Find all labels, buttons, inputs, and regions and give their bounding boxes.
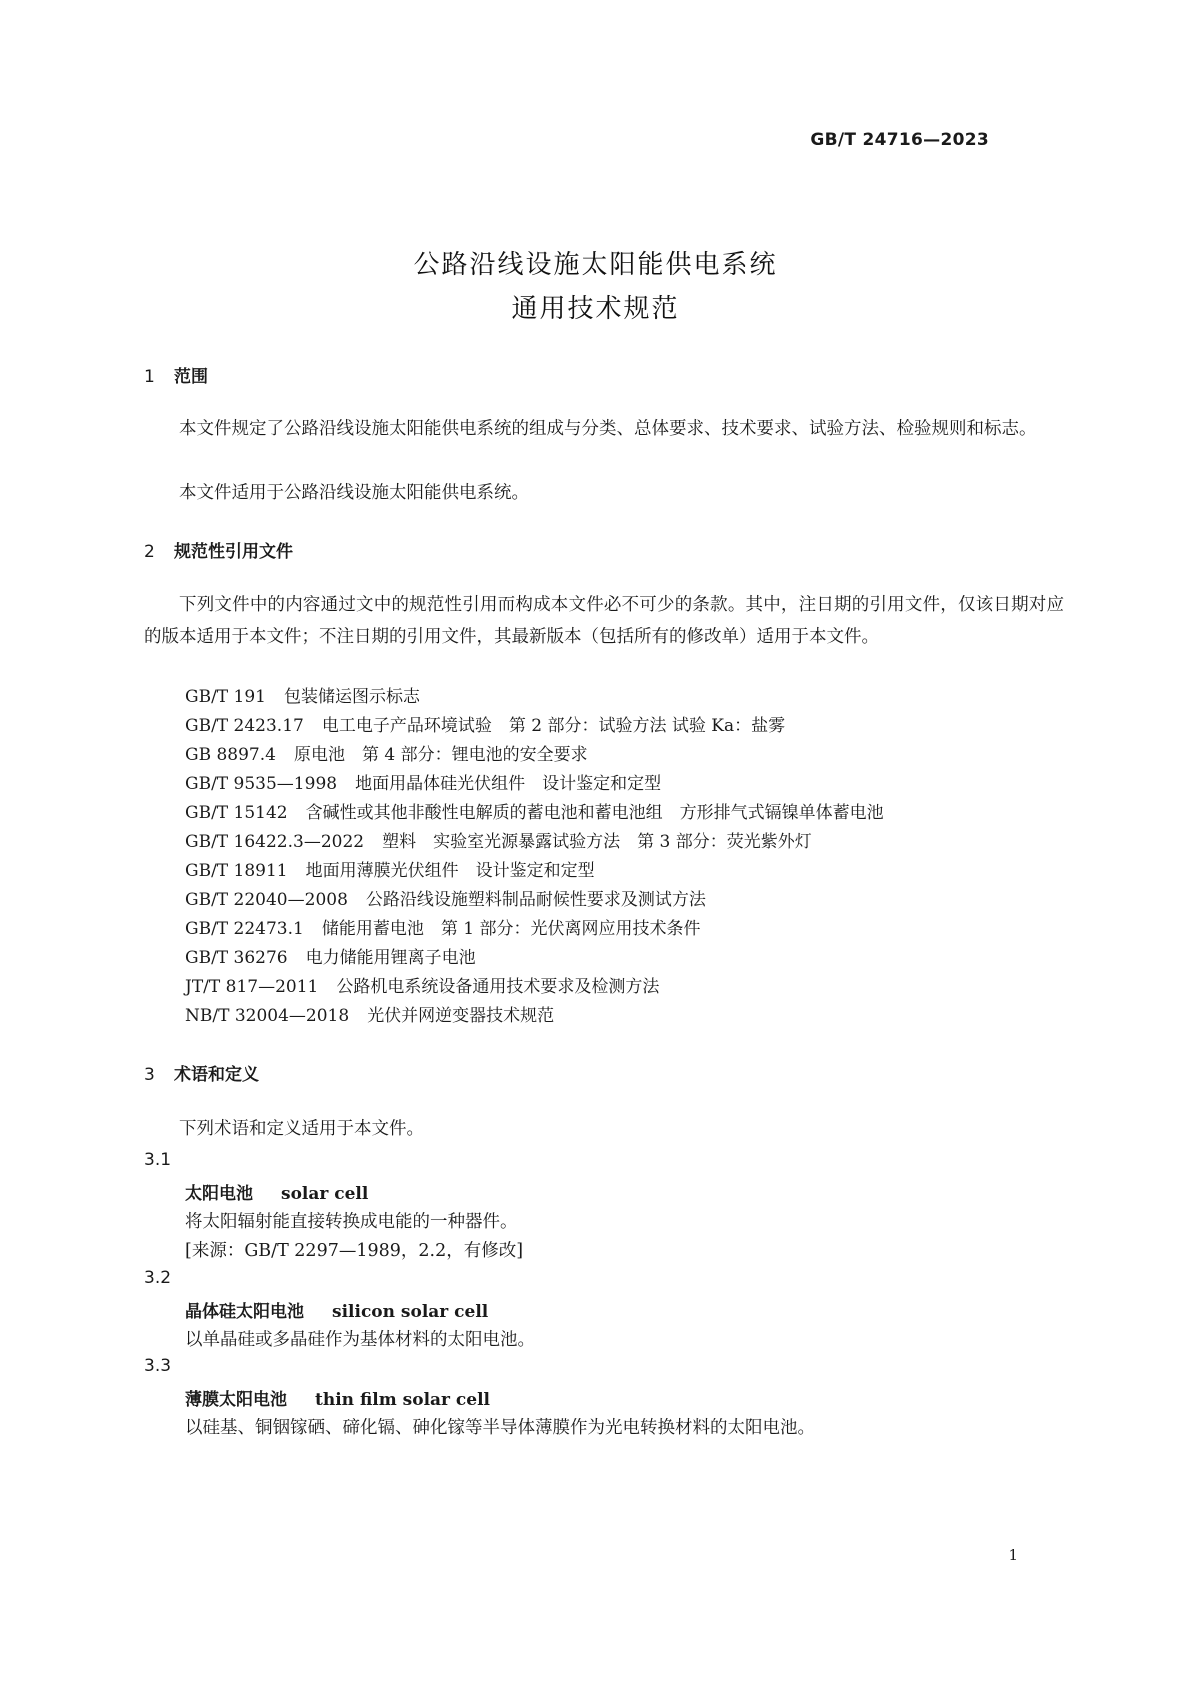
term-number: 3.2 xyxy=(144,1268,172,1288)
term-name-en: thin film solar cell xyxy=(315,1390,491,1410)
section-title: 范围 xyxy=(174,367,208,387)
reference-item xyxy=(185,914,700,939)
term-name-zh: 太阳电池 xyxy=(185,1184,253,1204)
reference-code: GB/T 16422.3—2022 xyxy=(185,832,365,852)
reference-code: GB/T 191 xyxy=(185,687,266,707)
reference-title: 电工电子产品环境试验 第 2 部分：试验方法 试验 Ka：盐雾 xyxy=(321,716,786,736)
reference-item xyxy=(185,856,595,881)
section-number: 3 xyxy=(144,1065,155,1085)
reference-item xyxy=(185,682,420,707)
reference-code: GB/T 22473.1 xyxy=(185,919,304,939)
reference-code: NB/T 32004—2018 xyxy=(185,1006,350,1026)
reference-title: 塑料 实验室光源暴露试验方法 第 3 部分：荧光紫外灯 xyxy=(382,832,812,852)
term-source: [来源：GB/T 2297—1989，2.2，有修改] xyxy=(185,1241,524,1261)
reference-item xyxy=(185,972,659,997)
document-title-line2: 通用技术规范 xyxy=(511,294,680,324)
section-3-heading xyxy=(144,1060,259,1085)
reference-item xyxy=(185,798,884,823)
reference-title: 光伏并网逆变器技术规范 xyxy=(367,1006,555,1026)
reference-item xyxy=(185,943,476,968)
reference-code: GB/T 15142 xyxy=(185,803,288,823)
term-name-zh: 薄膜太阳电池 xyxy=(185,1390,287,1410)
section-1-paragraph-1: 本文件规定了公路沿线设施太阳能供电系统的组成与分类、总体要求、技术要求、试验方法、检验规则和标志。 xyxy=(179,419,1037,439)
term-name-en: silicon solar cell xyxy=(332,1302,489,1322)
reference-item xyxy=(185,885,706,910)
reference-item xyxy=(185,769,661,794)
reference-code: GB 8897.4 xyxy=(185,745,276,765)
section-2-heading xyxy=(144,537,293,562)
reference-title: 地面用薄膜光伏组件 设计鉴定和定型 xyxy=(305,861,595,881)
reference-title: 储能用蓄电池 第 1 部分：光伏离网应用技术条件 xyxy=(321,919,701,939)
standard-code: GB/T 24716—2023 xyxy=(810,130,989,150)
term-name-zh: 晶体硅太阳电池 xyxy=(185,1302,304,1322)
section-number: 2 xyxy=(144,542,155,562)
reference-code: JT/T 817—2011 xyxy=(185,977,319,997)
section-2-intro: 下列文件中的内容通过文中的规范性引用而构成本文件必不可少的条款。其中，注日期的引用文件，仅该日期对应的版本适用于本文件；不注日期的引用文件，其最新版本（包括所有的修改单）适用于本文件。 xyxy=(144,595,1064,647)
reference-item xyxy=(185,740,588,765)
term-name xyxy=(185,1297,488,1322)
term-name-en: solar cell xyxy=(281,1184,369,1204)
reference-title: 含碱性或其他非酸性电解质的蓄电池和蓄电池组 方形排气式镉镍单体蓄电池 xyxy=(305,803,884,823)
term-number: 3.3 xyxy=(144,1356,172,1376)
reference-title: 包装储运图示标志 xyxy=(284,687,420,707)
section-3-intro: 下列术语和定义适用于本文件。 xyxy=(179,1119,424,1139)
reference-title: 电力储能用锂离子电池 xyxy=(305,948,476,968)
reference-item xyxy=(185,711,785,736)
reference-title: 地面用晶体硅光伏组件 设计鉴定和定型 xyxy=(355,774,662,794)
reference-title: 公路沿线设施塑料制品耐候性要求及测试方法 xyxy=(365,890,706,910)
section-title: 规范性引用文件 xyxy=(174,542,293,562)
term-number: 3.1 xyxy=(144,1150,172,1170)
section-1-heading xyxy=(144,362,208,387)
reference-title: 原电池 第 4 部分：锂电池的安全要求 xyxy=(293,745,588,765)
section-1-paragraph-2: 本文件适用于公路沿线设施太阳能供电系统。 xyxy=(179,483,529,503)
document-title-line1: 公路沿线设施太阳能供电系统 xyxy=(413,250,778,280)
term-name xyxy=(185,1179,368,1204)
reference-item xyxy=(185,827,812,852)
reference-item xyxy=(185,1001,554,1026)
reference-code: GB/T 36276 xyxy=(185,948,288,968)
reference-title: 公路机电系统设备通用技术要求及检测方法 xyxy=(336,977,660,997)
term-definition: 以硅基、铜铟镓硒、碲化镉、砷化镓等半导体薄膜作为光电转换材料的太阳电池。 xyxy=(185,1418,815,1438)
section-title: 术语和定义 xyxy=(174,1065,259,1085)
reference-code: GB/T 18911 xyxy=(185,861,288,881)
page-number: 1 xyxy=(1008,1546,1018,1564)
reference-code: GB/T 2423.17 xyxy=(185,716,304,736)
term-name xyxy=(185,1385,490,1410)
term-definition: 以单晶硅或多晶硅作为基体材料的太阳电池。 xyxy=(185,1330,535,1350)
term-definition: 将太阳辐射能直接转换成电能的一种器件。 xyxy=(185,1212,518,1232)
reference-code: GB/T 22040—2008 xyxy=(185,890,348,910)
reference-code: GB/T 9535—1998 xyxy=(185,774,338,794)
section-number: 1 xyxy=(144,367,155,387)
